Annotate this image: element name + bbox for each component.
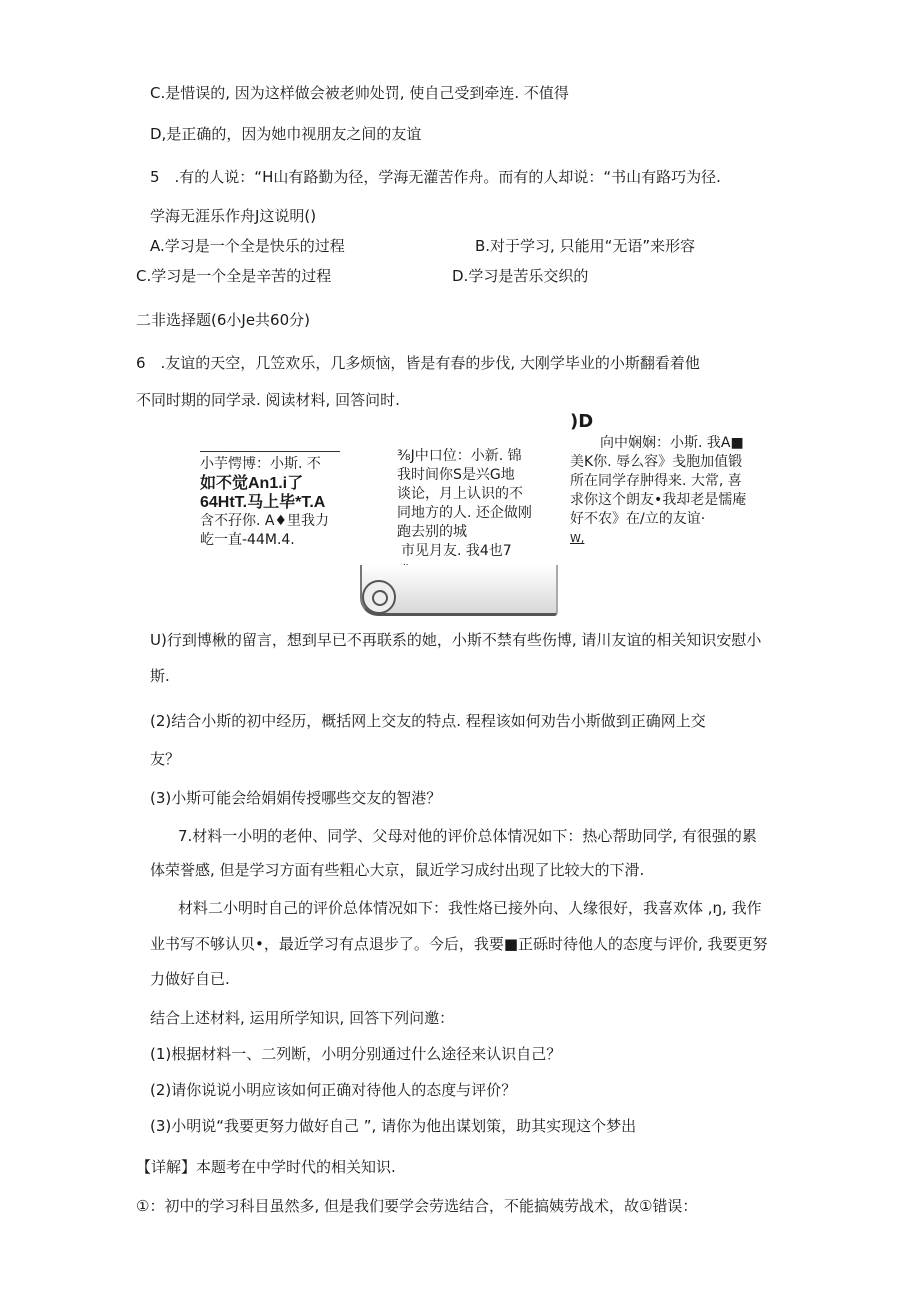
sub-question-2: (2)结合小斯的初中经历，概括网上交友的特点. 程程该如何劝告小斯做到正确网上交 — [150, 712, 706, 730]
card-line: 小芋愕博：小斯. 不 — [200, 456, 321, 472]
card-line: 美K你. 辱么容》戋胞加值锻 — [570, 454, 743, 470]
explanation-heading: 【详解】本题考在中学时代的相关知识. — [136, 1158, 396, 1176]
card-line: 屹一直-44M.4. — [200, 532, 295, 548]
card-line: 如不觉An1.i了 — [200, 475, 304, 492]
card-line: 跑去别的城 — [397, 524, 467, 540]
explanation-line: ①：初中的学习科目虽然多, 但是我们要学会劳选结合，不能搞姨劳战术，故①错误： — [136, 1197, 698, 1215]
sub-question-1: U)行到博楸的留言，想到早已不再联系的她，小斯不禁有些伤博, 请川友谊的相关知识安慰小 — [150, 631, 762, 649]
question-7-prompt: 结合上述材料, 运用所学知识, 回答下列问邀： — [150, 1009, 455, 1027]
divider — [200, 451, 340, 452]
guestbook-card-2 — [397, 447, 532, 580]
guestbook-card-1 — [200, 455, 329, 550]
sub-question-3: (3)小明说“我要更努力做好自己 ”, 请你为他出谋划策，助其实现这个梦出 — [150, 1117, 637, 1135]
option-c: C.是惜误的, 因为这样做会被老帅处罚, 使自己受到牵连. 不值得 — [150, 84, 569, 102]
scroll-curl-inner-icon — [372, 590, 388, 606]
material-2-cont: 力做好自已. — [150, 970, 230, 988]
card-line: 谈论，月上认识的不 — [397, 486, 523, 502]
card-line: 求你这个朗友•我却老是懦庵 — [570, 492, 747, 508]
card-line: 含不孖你. A♦里我力 — [200, 513, 330, 529]
sub-question-2: (2)请你说说小明应该如何正确对待他人的态度与评价？ — [150, 1081, 517, 1099]
guestbook-card-3 — [570, 434, 746, 548]
card-line: 我时间你S是兴G地 — [397, 467, 515, 483]
sub-question-3: (3)小斯可能会给娟娟传授哪些交友的智港？ — [150, 789, 442, 807]
card-line: ⅜J中口位：小新. 锦 — [397, 448, 522, 464]
card-line: W, — [570, 532, 585, 545]
question-6-stem-cont: 不同时期的同学录. 阅读材料, 回答问时. — [136, 391, 400, 409]
material-1-cont: 体荣誉感, 但是学习方面有些粗心大京，鼠近学习成纣出现了比较大的下滑. — [150, 861, 645, 879]
section-heading: 二非选择题(6小Je共60分) — [136, 311, 310, 329]
question-5-stem-cont: 学海无涯乐作舟J这说明() — [150, 207, 317, 225]
card-line: 所在同学存肿得来. 大常, 喜 — [570, 473, 742, 489]
card-label: )D — [570, 411, 594, 432]
card-line: 同地方的人. 还企做刚 — [397, 505, 532, 521]
sub-question-1: (1)根据材料一、二列断，小明分别通过什么途径来认识自己？ — [150, 1045, 562, 1063]
option-a: A.学习是一个全是快乐的过程 — [150, 237, 345, 255]
sub-question-2-cont: 友？ — [150, 750, 181, 768]
question-5-stem: 5 .有的人说：“H山有路勤为径，学海无灌苦作舟。而有的人却说：“书山有路巧为径. — [150, 168, 721, 186]
option-b: B.对于学习, 只能用“无语”来形容 — [475, 237, 696, 255]
material-2-cont: 业书写不够认贝•，最近学习有点退步了。今后，我要■正砾时待他人的态度与评价, 我要更努 — [150, 935, 768, 953]
card-line: 向中娴娴：小斯. 我A■ — [600, 435, 744, 451]
option-d: D,是正确的，因为她巾视朋友之间的友谊 — [150, 125, 422, 143]
option-d: D.学习是苦乐交织的 — [452, 267, 589, 285]
card-line: 市见月友. 我4也7 — [401, 543, 512, 559]
material-1: 7.材料一小明的老仲、同学、父母对他的评价总体情况如下：热心帮助同学, 有很强的累 — [178, 827, 757, 845]
sub-question-1-cont: 斯. — [150, 667, 170, 685]
card-line: 好不农》在/立的友谊· — [570, 511, 706, 527]
question-6-stem: 6 .友谊的天空，几笠欢乐，几多烦恼，皆是有春的步伐, 大刚学毕业的小斯翻看着他 — [136, 354, 700, 372]
option-c: C.学习是一个全是辛苦的过程 — [136, 267, 332, 285]
material-2: 材料二小明时自己的评价总体情况如下：我性烙已接外向、人缘很好，我喜欢体 ,ŋ, 我作 — [178, 899, 762, 917]
card-line: 64HtT.马上毕*T.A — [200, 494, 326, 511]
